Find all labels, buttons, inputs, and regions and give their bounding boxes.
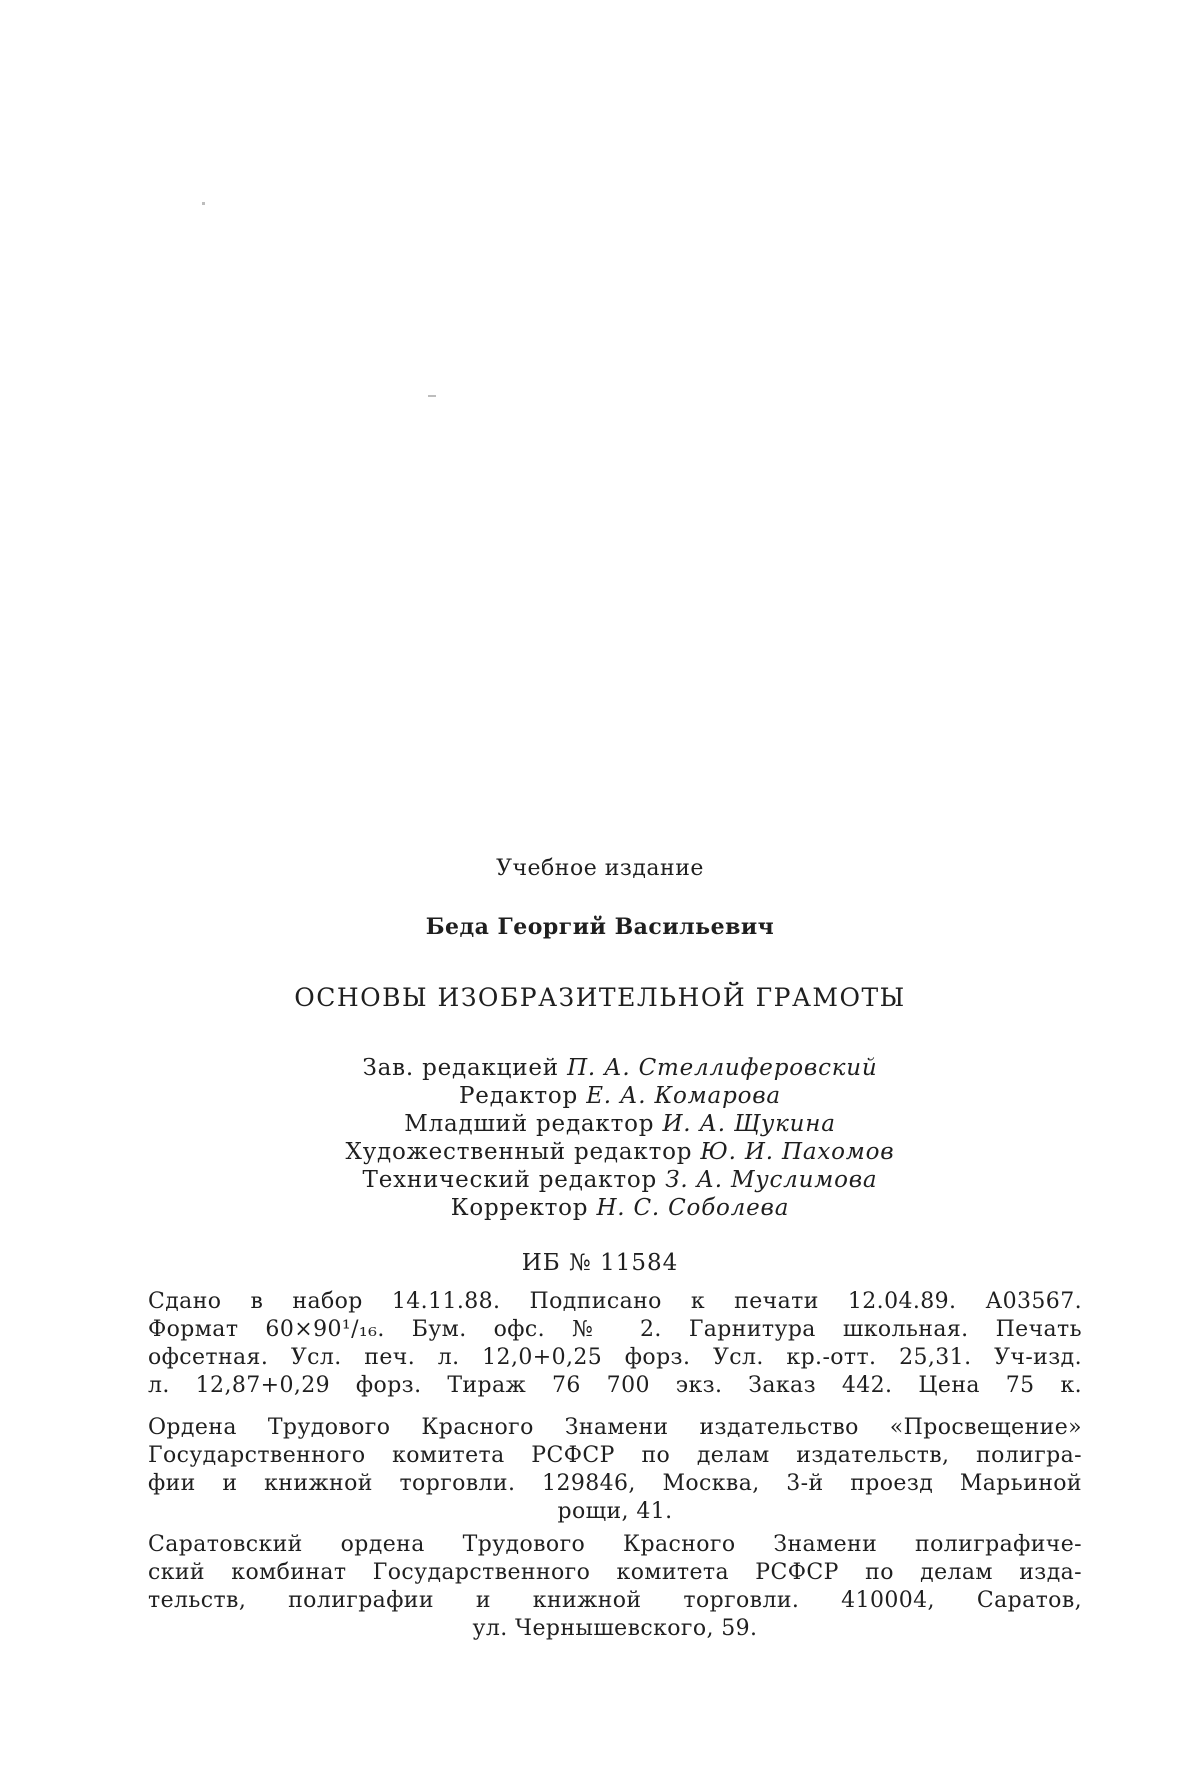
credit-row (0, 1194, 1200, 1222)
print-data-line: л. 12,87+0,29 форз. Тираж 76 700 экз. Заказ 442. Цена 75 к. (148, 1373, 1082, 1398)
printer-block (148, 1531, 1082, 1643)
credit-name: И. А. Щукина (662, 1111, 836, 1137)
credit-row (0, 1110, 1200, 1138)
credit-name: Ю. И. Пахомов (700, 1139, 895, 1165)
author-name: Беда Георгий Васильевич (425, 914, 775, 940)
publisher-block (148, 1414, 1082, 1526)
credit-row (0, 1166, 1200, 1194)
printer-line: ул. Чернышевского, 59. (472, 1616, 758, 1641)
credit-role: Художественный редактор (345, 1139, 693, 1165)
printer-line: ский комбинат Государственного комитета РСФСР по делам изда- (148, 1560, 1082, 1585)
book-title: ОСНОВЫ ИЗОБРАЗИТЕЛЬНОЙ ГРАМОТЫ (294, 983, 906, 1012)
publisher-line: Ордена Трудового Красного Знамени издательство «Просвещение» (148, 1415, 1082, 1440)
edition-type: Учебное издание (496, 856, 704, 881)
credit-name: Е. А. Комарова (586, 1083, 781, 1109)
print-data-block (148, 1288, 1082, 1400)
credit-role: Корректор (450, 1195, 589, 1221)
scan-speck (428, 395, 436, 397)
printer-line: Саратовский ордена Трудового Красного Знамени полиграфиче- (148, 1532, 1082, 1557)
print-data-line: офсетная. Усл. печ. л. 12,0+0,25 форз. Усл. кр.-отт. 25,31. Уч-изд. (148, 1345, 1082, 1370)
credit-name: З. А. Муслимова (665, 1167, 878, 1193)
printer-line: тельств, полиграфии и книжной торговли. 410004, Саратов, (148, 1588, 1082, 1613)
ib-number: ИБ № 11584 (521, 1250, 679, 1276)
credit-row (0, 1082, 1200, 1110)
credits-list (0, 1054, 1200, 1222)
credit-role: Зав. редакцией (362, 1055, 559, 1081)
credit-name: П. А. Стеллиферовский (567, 1055, 878, 1081)
credit-role: Технический редактор (362, 1167, 658, 1193)
scan-speck (202, 202, 205, 205)
print-data-line: Сдано в набор 14.11.88. Подписано к печати 12.04.89. А03567. (148, 1289, 1082, 1314)
credit-role: Редактор (459, 1083, 579, 1109)
publisher-line: рощи, 41. (557, 1499, 673, 1524)
publisher-line: фии и книжной торговли. 129846, Москва, 3-й проезд Марьиной (148, 1471, 1082, 1496)
credit-role: Младший редактор (404, 1111, 655, 1137)
publisher-line: Государственного комитета РСФСР по делам издательств, полигра- (148, 1443, 1082, 1468)
print-data-line: Формат 60×90¹/₁₆. Бум. офс. № 2. Гарнитура школьная. Печать (148, 1317, 1082, 1342)
credit-row (0, 1138, 1200, 1166)
credit-name: Н. С. Соболева (596, 1195, 790, 1221)
credit-row (0, 1054, 1200, 1082)
